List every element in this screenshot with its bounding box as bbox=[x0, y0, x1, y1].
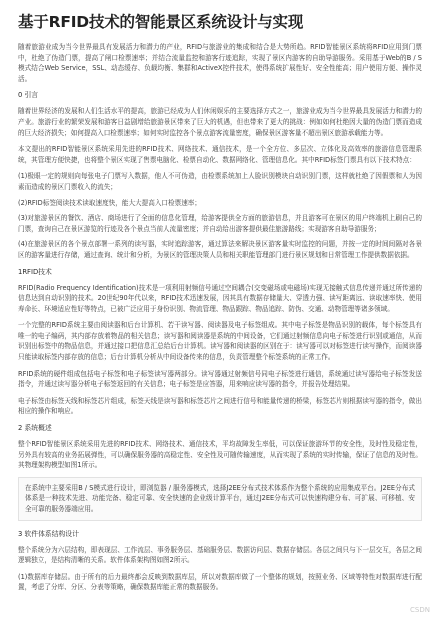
rfid-paragraph-3: RFID系统的硬件组成包括电子标签和电子标签读写器两部分。读写器通过射频信号同电子标签进行通信，系统通过读写器给电子标签发送指令，并通过读写器分析电子标签返回的有关信息；电子标签是应答器，用来响应读写器的指令，并报告处理结果。 bbox=[18, 369, 422, 389]
architecture-paragraph-1: 整个系统分为六层结构，即表现层、工作流层、事务服务层、基础服务层、数据访问层、数据存储层。各层之间只与下一层交互，各层之间逻辑独立，是结构清晰的关系。软件体系架构图如图2所示。 bbox=[18, 545, 422, 565]
feature-item-3: (3)对旅游景区的餐饮、酒店、商场进行了全面的信息化管理，给游客提供全方面的旅游信息，并且游客可在景区的用户终端机上刷自己的门票，查询自己在景区游览的行迹及各个景点当前人流量密度；并自动给出游客提供最佳旅游路线；实现游客自助导游服务； bbox=[18, 214, 422, 233]
feature-item-2: (2)RFID标签阅读技术读取速度快，能大大提高入口检票速率； bbox=[18, 198, 201, 207]
watermark-text: CSDN bbox=[410, 606, 430, 614]
article-title: 基于RFID技术的智能景区系统设计与实现 bbox=[18, 13, 304, 31]
overview-paragraph-1: 整个RFID智能景区系统采用先进的RFID技术、网络技术、通信技术，平均故障发生率低，可以保证旅游环节的安全性，及时性及稳定性，另外具有较高的业务拓展弹性，可以确保服务器的高稳定性、安全性及可随传输速度，从而实现了系统的实时传输，保证了信息的及时性。其物理架构模型如图1所示。 bbox=[18, 440, 422, 470]
section-heading-rfid: 1RFID技术 bbox=[18, 267, 52, 276]
feature-item-4: (4)在旅游景区的各个景点部署一系列的读写器，实时追踪游客，通过算法来解决景区游客量实时监控的问题，并按一定的时间间隔对各景区的游客量进行存储，通过查询、统计和分析，为景区的管理决策人员和相关职能管理部门进行景区规划和日常管理工作提供数据依据。 bbox=[18, 240, 422, 259]
abstract-paragraph: 随着旅游业成为当今世界最具有发展活力和潜力的产业，RFID与旅游业的集成和结合是大势所趋。RFID智能景区系统将RFID应用到门票中，杜绝了伪造门票，提高了闸口检票速率；并结合流量监控和游客行迹追踪，实现了景区内游客的自助导游服务。采用基于Web的B / S模式结合Web Service，SSL、动态缓存、负载均衡、集群和ActiveX控件技术，使得系统扩展性好、安全性能高；用户使用方便、操作灵活。 bbox=[18, 43, 422, 83]
feature-item-1: (1)极眼一定的规则向每张电子门票写入数据，他人不可伪造，由检票系统加上人脸识别模块自动识别门票，这样就杜绝了因假票和人为因素而造成的景区门票收入的流失； bbox=[18, 172, 422, 191]
section-heading-intro: 0 引言 bbox=[18, 91, 39, 100]
rfid-paragraph-4: 电子标签由标签天线和标签芯片组成，标签天线是读写器和标签芯片之间进行信号和能量传递的桥梁，标签芯片则根据读写器的指令，做出相应的操作和响应。 bbox=[18, 396, 422, 416]
overview-quote-box bbox=[18, 477, 422, 521]
rfid-paragraph-1: RFID(Radio Frequency Identification)技术是一项利用射频信号通过空间耦合(交变磁场或电磁场)实现无接触式信息传递并通过所传递的信息达到自动识别的技术。20世纪90年代以来，RFID技术迅速发展，因其具有数据存储量大、穿透力强、读写距离远、读取速率快、使用寿命长、环境适应性好等特点，已被广泛应用于身份识别、物流管理、物品跟踪、物品追踪、防伪、交通、动物管理等诸多领域。 bbox=[18, 283, 422, 313]
section-heading-overview: 2 系统概述 bbox=[18, 424, 52, 433]
intro-paragraph-1: 随着世界经济的发展和人们生活水平的提高，旅游已经成为人们休闲娱乐的主要选择方式之一，旅游业成为当今世界最具发展活力和潜力的产业。旅游行业的繁荣发展和游客日益剧增给旅游景区带来了巨大的机遇，但也带来了更大的挑战：例如如何杜绝因大量的伪造门票而造成的巨大经济损失；如何提高入口检票速率；如何实时监控各个景点游客流量密度，确保景区游客量不超出景区旅游承载能力等。 bbox=[18, 107, 422, 137]
rfid-paragraph-2: 一个完整的RFID系统主要由阅读器和后台计算机、若干读写器、阅读器及电子标签组成。其中电子标签是物品识别的载体，每个标签具有唯一的电子编码，其内部存放着物品的相关信息；读写器和阅读器是系统的中间设备，它们通过射频信息向电子标签进行识别或通信，从而识别出标签中的物品信息，并通过接口把信息汇总给后台计算机。读写器和阅读器的区别在于：读写器可以对标签进行读写操作，而阅读器只能读取标签内部存放的信息；后台计算机分析从中间设备传来的信息，负责管理整个标签系统的正常工作。 bbox=[18, 321, 422, 362]
section-heading-architecture: 3 软件体系结构设计 bbox=[18, 529, 79, 538]
overview-quote-text: 在系统中主要采用B / S模式进行设计，即浏览器 / 服务器模式，选择J2EE分布式技术体系作为整个系统的应用集成平台。J2EE分布式体系是一种技术先进、功能完备、稳定可靠、安全快速的企业级计算平台，通过J2EE分布式可以快速构建分布、可扩展、可移植、安全可靠的服务器端应用。 bbox=[25, 483, 415, 513]
intro-paragraph-2: 本文提出的RFID智能景区系统采用先进的RFID技术、网络技术、通信技术，是一个全方位、多层次、立体化及高效率的旅游信息管理系统，其管理方便快捷，也将整个景区实现了售票电脑化、检票自动化、数据网络化、管理信息化。其中RFID标签门票具有以下技术特点： bbox=[18, 145, 422, 164]
architecture-paragraph-2: (1)数据库存储层。由于所有的后力最终都会反映到数据库层，所以对数据库做了一个整体的规划，按照业务、区域等特性对数据库进行配置，考虑了分库、分区、分表等策略，确保数据库能正常的数据服务。 bbox=[18, 572, 422, 592]
